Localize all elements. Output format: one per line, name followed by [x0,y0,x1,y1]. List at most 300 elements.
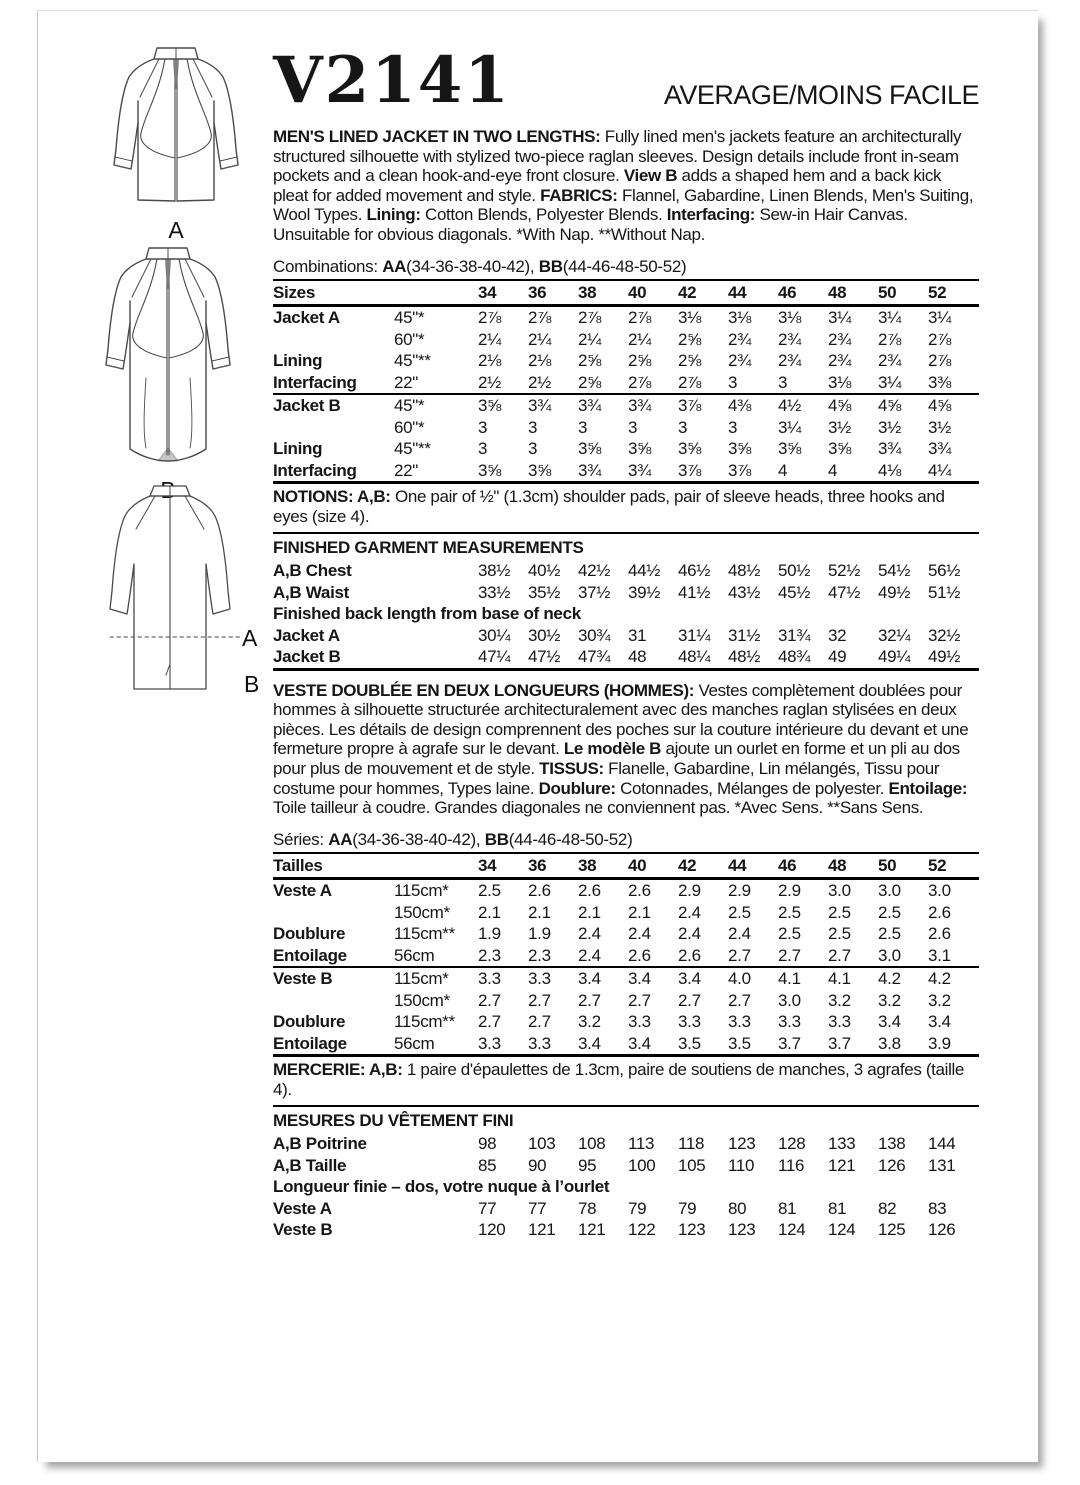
cell: 144 [928,1134,956,1154]
cell: 2¼ [578,329,602,349]
yardage-table-fr [273,852,979,1058]
cell: 3¼ [878,372,902,392]
cell: 126 [878,1155,906,1175]
jacket-back-drawing [82,479,260,704]
cell: 45"* [394,308,425,328]
cell: 2.6 [628,945,651,965]
cell: 48½ [728,647,761,667]
cell: 3 [478,439,488,459]
cell: 49½ [878,582,911,602]
cell: 30½ [528,625,561,645]
finished-measurements-table-fr [273,1133,979,1241]
text-segment: Interfacing: [666,205,756,225]
cell: 4.0 [728,969,751,989]
cell: 2⅞ [578,308,602,328]
cell: 2¼ [628,329,652,349]
cell: 42 [678,855,697,875]
cell: 3¾ [628,460,652,480]
content-column [273,29,979,1241]
cell: 47½ [528,647,561,667]
table-row [273,372,979,396]
sketch-label-a: A [168,217,184,243]
cell: 2.4 [678,924,701,944]
cell: 2.4 [578,945,601,965]
cell: 3.2 [878,990,901,1010]
text-segment: Sew-in Hair Canvas. Unsuitable for obvious diagonals. *With Nap. **Without Nap. [273,205,908,244]
cell: 3¾ [578,396,602,416]
text-segment: BB [538,256,563,276]
cell: 4⅛ [878,460,902,480]
cell: 124 [828,1220,856,1240]
cell: 79 [678,1198,697,1218]
table-row [273,460,979,482]
cell: 2⅞ [628,372,652,392]
cell: 120 [478,1220,506,1240]
cell: 42½ [578,561,611,581]
cell: 2.3 [478,945,501,965]
cell: 2¾ [828,329,852,349]
cell: 2.9 [678,881,701,901]
cell: 49¼ [878,647,911,667]
cell: 2.7 [678,990,701,1010]
cell: 41½ [678,582,711,602]
cell: 125 [878,1220,906,1240]
cell: 2.5 [828,924,851,944]
cell: 48¾ [778,647,811,667]
cell: 3⅝ [578,439,602,459]
cell: 3.0 [928,881,951,901]
cell: 3.2 [578,1012,601,1032]
cell: 2⅝ [578,372,602,392]
cell: 48½ [728,561,761,581]
cell: 4⅝ [928,396,952,416]
cell: 78 [578,1198,597,1218]
cell: 2¾ [778,329,802,349]
cell: 2.7 [478,1012,501,1032]
cell: 4⅜ [728,396,752,416]
cell: 3.3 [728,1012,751,1032]
row-label: Lining [273,439,323,459]
cell: 3.3 [528,1033,551,1053]
cell: 3.4 [628,969,651,989]
cell: 3.5 [728,1033,751,1053]
cell: 37½ [578,582,611,602]
text-segment: One pair of ½" (1.3cm) shoulder pads, pair of sleeve heads, three hooks and eyes (size 4). [273,487,945,527]
finished-measurements-title-fr: MESURES DU VÊTEMENT FINI [273,1111,514,1131]
cell: 2.5 [828,902,851,922]
cell: 150cm* [394,902,450,922]
cell: 2.5 [778,924,801,944]
cell: 4.1 [828,969,851,989]
table-row [273,329,979,351]
cell: 2.9 [728,881,751,901]
text-segment: Toile tailleur à coudre. Grandes diagonales ne conviennent pas. *Avec Sens. **Sans Sens. [273,798,924,818]
rule [273,532,979,534]
cell: 103 [528,1134,556,1154]
cell: 3.8 [878,1033,901,1053]
cell: 2.4 [578,924,601,944]
cell: 2.4 [678,902,701,922]
cell: 110 [728,1155,755,1175]
cell: 3 [528,417,538,437]
cell: 47¾ [578,647,611,667]
text-segment: Fully lined men's jackets feature an architecturally structured silhouette with stylized two-piece raglan sleeves. Design details include front in-seam pockets and a clean hook-and-eye front closure. [273,127,962,186]
text-segment: AA [382,256,407,276]
text-segment: Cotton Blends, Polyester Blends. [420,205,667,225]
table-row [273,1198,979,1220]
cell: 3.4 [578,969,601,989]
cell: 3 [778,372,788,392]
cell: 3.0 [828,881,851,901]
table-row [273,1155,979,1177]
cell: 3½ [878,417,902,437]
cell: 2.6 [928,902,951,922]
row-label: Entoilage [273,1033,347,1053]
cell: 2¾ [728,351,752,371]
cell: 3.3 [828,1012,851,1032]
cell: 100 [628,1155,656,1175]
cell: 32¼ [878,625,911,645]
cell: 122 [628,1220,656,1240]
cell: 77 [528,1198,547,1218]
cell: 2.5 [778,902,801,922]
cell: 2⅛ [478,351,502,371]
mercerie-note [273,1060,979,1100]
cell: 3½ [928,417,952,437]
cell: 121 [578,1220,606,1240]
cell: 2¼ [478,329,502,349]
back-length-label-a: A [242,625,258,651]
cell: 2.7 [578,990,601,1010]
cell: 2⅞ [478,308,502,328]
cell: 48 [828,855,847,875]
cell: 123 [678,1220,706,1240]
table-row [273,1011,979,1033]
cell: 3¼ [828,308,852,328]
cell: 52½ [828,561,861,581]
cell: 83 [928,1198,947,1218]
masthead [273,29,979,118]
cell: 3⅜ [928,372,952,392]
cell: 1.9 [478,924,501,944]
cell: 50 [878,282,897,302]
row-label: A,B Chest [273,561,352,581]
cell: 2.1 [528,902,551,922]
cell: Finished back length from base of neck [273,604,581,624]
cell: 36 [528,855,547,875]
jacket-a-front-drawing [96,43,256,215]
text-segment: View B [623,166,678,186]
cell: 48 [628,647,647,667]
table-row [273,603,979,625]
row-label: Jacket A [273,625,340,645]
cell: 47½ [828,582,861,602]
text-segment: Cotonnades, Mélanges de polyester. [615,778,889,798]
cell: 123 [728,1220,756,1240]
text-segment: NOTIONS: A,B: [273,487,395,507]
text-segment: 1 paire d'épaulettes de 1.3cm, paire de soutiens de manches, 3 agrafes (taille 4). [273,1060,965,1100]
cell: 2.1 [578,902,601,922]
cell: 3.3 [478,1033,501,1053]
cell: 2¾ [828,351,852,371]
row-label: Doublure [273,1012,346,1032]
row-label: Veste A [273,881,332,901]
text-segment: Doublure: [538,778,616,798]
cell: 3⅞ [678,396,702,416]
cell: 56cm [394,945,435,965]
cell: 38 [578,855,597,875]
cell: Longueur finie – dos, votre nuque à l’ourlet [273,1177,610,1197]
cell: 79 [628,1198,647,1218]
cell: 1.9 [528,924,551,944]
cell: 126 [928,1220,956,1240]
table-row [273,417,979,439]
cell: 50 [878,855,897,875]
table-row [273,646,979,668]
table-row [273,438,979,460]
cell: 98 [478,1134,497,1154]
finished-measurements-table-en [273,560,979,671]
cell: 2⅞ [628,308,652,328]
table-row [273,625,979,647]
cell: 2⅝ [578,351,602,371]
cell: 3.4 [678,969,701,989]
table-row [273,350,979,372]
text-segment: TISSUS: [539,758,604,778]
table-row [273,560,979,582]
cell: 3.1 [928,945,951,965]
cell: 40 [628,282,647,302]
cell: 3.0 [878,945,901,965]
finished-measurements-title-en: FINISHED GARMENT MEASUREMENTS [273,538,584,558]
cell: 2½ [478,372,502,392]
cell: 2⅞ [878,329,902,349]
cell: 32 [828,625,847,645]
cell: 121 [828,1155,856,1175]
table-row [273,1176,979,1198]
cell: 2.7 [528,990,551,1010]
cell: 2¼ [528,329,552,349]
cell: 90 [528,1155,547,1175]
cell: 3.4 [578,1033,601,1053]
cell: 2⅝ [678,351,702,371]
cell: 116 [778,1155,805,1175]
cell: 3¼ [878,308,902,328]
cell: 2¾ [878,351,902,371]
cell: 2.5 [878,924,901,944]
table-row [273,1219,979,1241]
cell: 31¾ [778,625,811,645]
row-label: Jacket A [273,308,340,328]
cell: 33½ [478,582,511,602]
cell: 2.6 [528,881,551,901]
text-segment: (34-36-38-40-42), [406,256,539,276]
cell: 48¼ [678,647,711,667]
cell: 105 [678,1155,706,1175]
cell: 3⅞ [728,460,752,480]
cell: 3¾ [578,460,602,480]
cell: 2.9 [778,881,801,901]
cell: 3.3 [628,1012,651,1032]
cell: 22" [394,460,419,480]
cell: 34 [478,282,497,302]
cell: 95 [578,1155,597,1175]
cell: 115cm** [394,1012,455,1032]
table-row [273,279,979,308]
cell: 77 [478,1198,497,1218]
cell: 52 [928,282,947,302]
text-segment: Le modèle B [563,739,662,759]
row-label: Sizes [273,282,315,302]
text-segment: ajoute un ourlet en forme et un pli au dos pour plus de mouvement et de style. [273,739,960,778]
table-row [273,852,979,881]
text-segment: Combinations: [273,256,383,276]
cell: 81 [778,1198,797,1218]
cell: 54½ [878,561,911,581]
cell: 44½ [628,561,661,581]
cell: 2¾ [728,329,752,349]
cell: 81 [828,1198,847,1218]
cell: 40½ [528,561,561,581]
cell: 2.5 [878,902,901,922]
cell: 3¾ [878,439,902,459]
text-segment: Lining: [366,205,421,225]
cell: 2⅞ [928,329,952,349]
cell: 2.7 [728,945,751,965]
table-row [273,923,979,945]
cell: 85 [478,1155,497,1175]
cell: 128 [778,1134,806,1154]
cell: 51½ [928,582,961,602]
cell: 3⅝ [478,460,502,480]
cell: 80 [728,1198,747,1218]
cell: 22" [394,372,419,392]
cell: 2.4 [728,924,751,944]
text-segment: (44-46-48-50-52) [562,256,687,276]
text-segment: VESTE DOUBLÉE EN DEUX LONGUEURS (HOMMES): [273,680,699,700]
cell: 56cm [394,1033,435,1053]
cell: 3⅝ [628,439,652,459]
cell: 32½ [928,625,961,645]
cell: 2½ [528,372,552,392]
cell: 60"* [394,417,425,437]
cell: 36 [528,282,547,302]
cell: 3 [478,417,488,437]
cell: 3.3 [778,1012,801,1032]
cell: 2.6 [928,924,951,944]
text-segment: MERCERIE: A,B: [273,1060,407,1080]
cell: 4 [828,460,838,480]
row-label: Jacket B [273,647,341,667]
cell: 2⅝ [628,351,652,371]
cell: 2.4 [628,924,651,944]
cell: 56½ [928,561,961,581]
cell: 2.7 [728,990,751,1010]
cell: 4 [778,460,788,480]
cell: 3 [678,417,688,437]
cell: 39½ [628,582,661,602]
cell: 3¾ [528,396,552,416]
cell: 124 [778,1220,806,1240]
cell: 4⅝ [878,396,902,416]
yardage-table-en [273,279,979,485]
cell: 2⅛ [528,351,552,371]
row-label: Veste B [273,1220,333,1240]
cell: 131 [928,1155,956,1175]
back-length-label-b: B [244,671,260,697]
cell: 2⅝ [678,329,702,349]
cell: 3.2 [928,990,951,1010]
cell: 3⅝ [528,460,552,480]
cell: 31 [628,625,647,645]
cell: 3.4 [878,1012,901,1032]
row-label: Jacket B [273,396,341,416]
cell: 4.2 [928,969,951,989]
text-segment: MEN'S LINED JACKET IN TWO LENGTHS: [273,127,605,146]
jacket-b-front-drawing [88,243,248,475]
cell: 133 [828,1134,856,1154]
cell: 40 [628,855,647,875]
cell: 3⅛ [828,372,852,392]
cell: 2.3 [528,945,551,965]
cell: 3.0 [878,881,901,901]
cell: 121 [528,1220,556,1240]
cell: 3¼ [778,417,802,437]
cell: 2⅞ [678,372,702,392]
cell: 46 [778,282,797,302]
text-segment: FABRICS: [540,185,618,205]
cell: 138 [878,1134,906,1154]
description-fr [273,681,979,818]
cell: 3.3 [678,1012,701,1032]
cell: 2.6 [578,881,601,901]
cell: 45½ [778,582,811,602]
cell: 3⅝ [478,396,502,416]
cell: 30¼ [478,625,511,645]
table-row [273,945,979,969]
cell: 4.1 [778,969,801,989]
cell: 113 [628,1134,655,1154]
cell: 3.5 [678,1033,701,1053]
cell: 4.2 [878,969,901,989]
cell: 118 [678,1134,705,1154]
cell: 3.3 [478,969,501,989]
cell: 2⅞ [528,308,552,328]
table-row [273,880,979,902]
cell: 3 [728,372,738,392]
table-row [273,582,979,604]
cell: 3.7 [778,1033,801,1053]
text-segment: (34-36-38-40-42), [352,829,485,849]
text-segment: Entoilage: [888,778,968,798]
cell: 4½ [778,396,802,416]
cell: 2.7 [478,990,501,1010]
row-label: Veste B [273,969,333,989]
rule [273,1105,979,1107]
text-segment: BB [484,829,509,849]
cell: 44 [728,855,747,875]
cell: 44 [728,282,747,302]
row-label: A,B Taille [273,1155,347,1175]
cell: 3 [578,417,588,437]
table-row [273,1033,979,1055]
cell: 115cm** [394,924,455,944]
cell: 45"** [394,439,431,459]
table-row [273,902,979,924]
cell: 4⅝ [828,396,852,416]
cell: 2⅞ [928,351,952,371]
cell: 31¼ [678,625,711,645]
